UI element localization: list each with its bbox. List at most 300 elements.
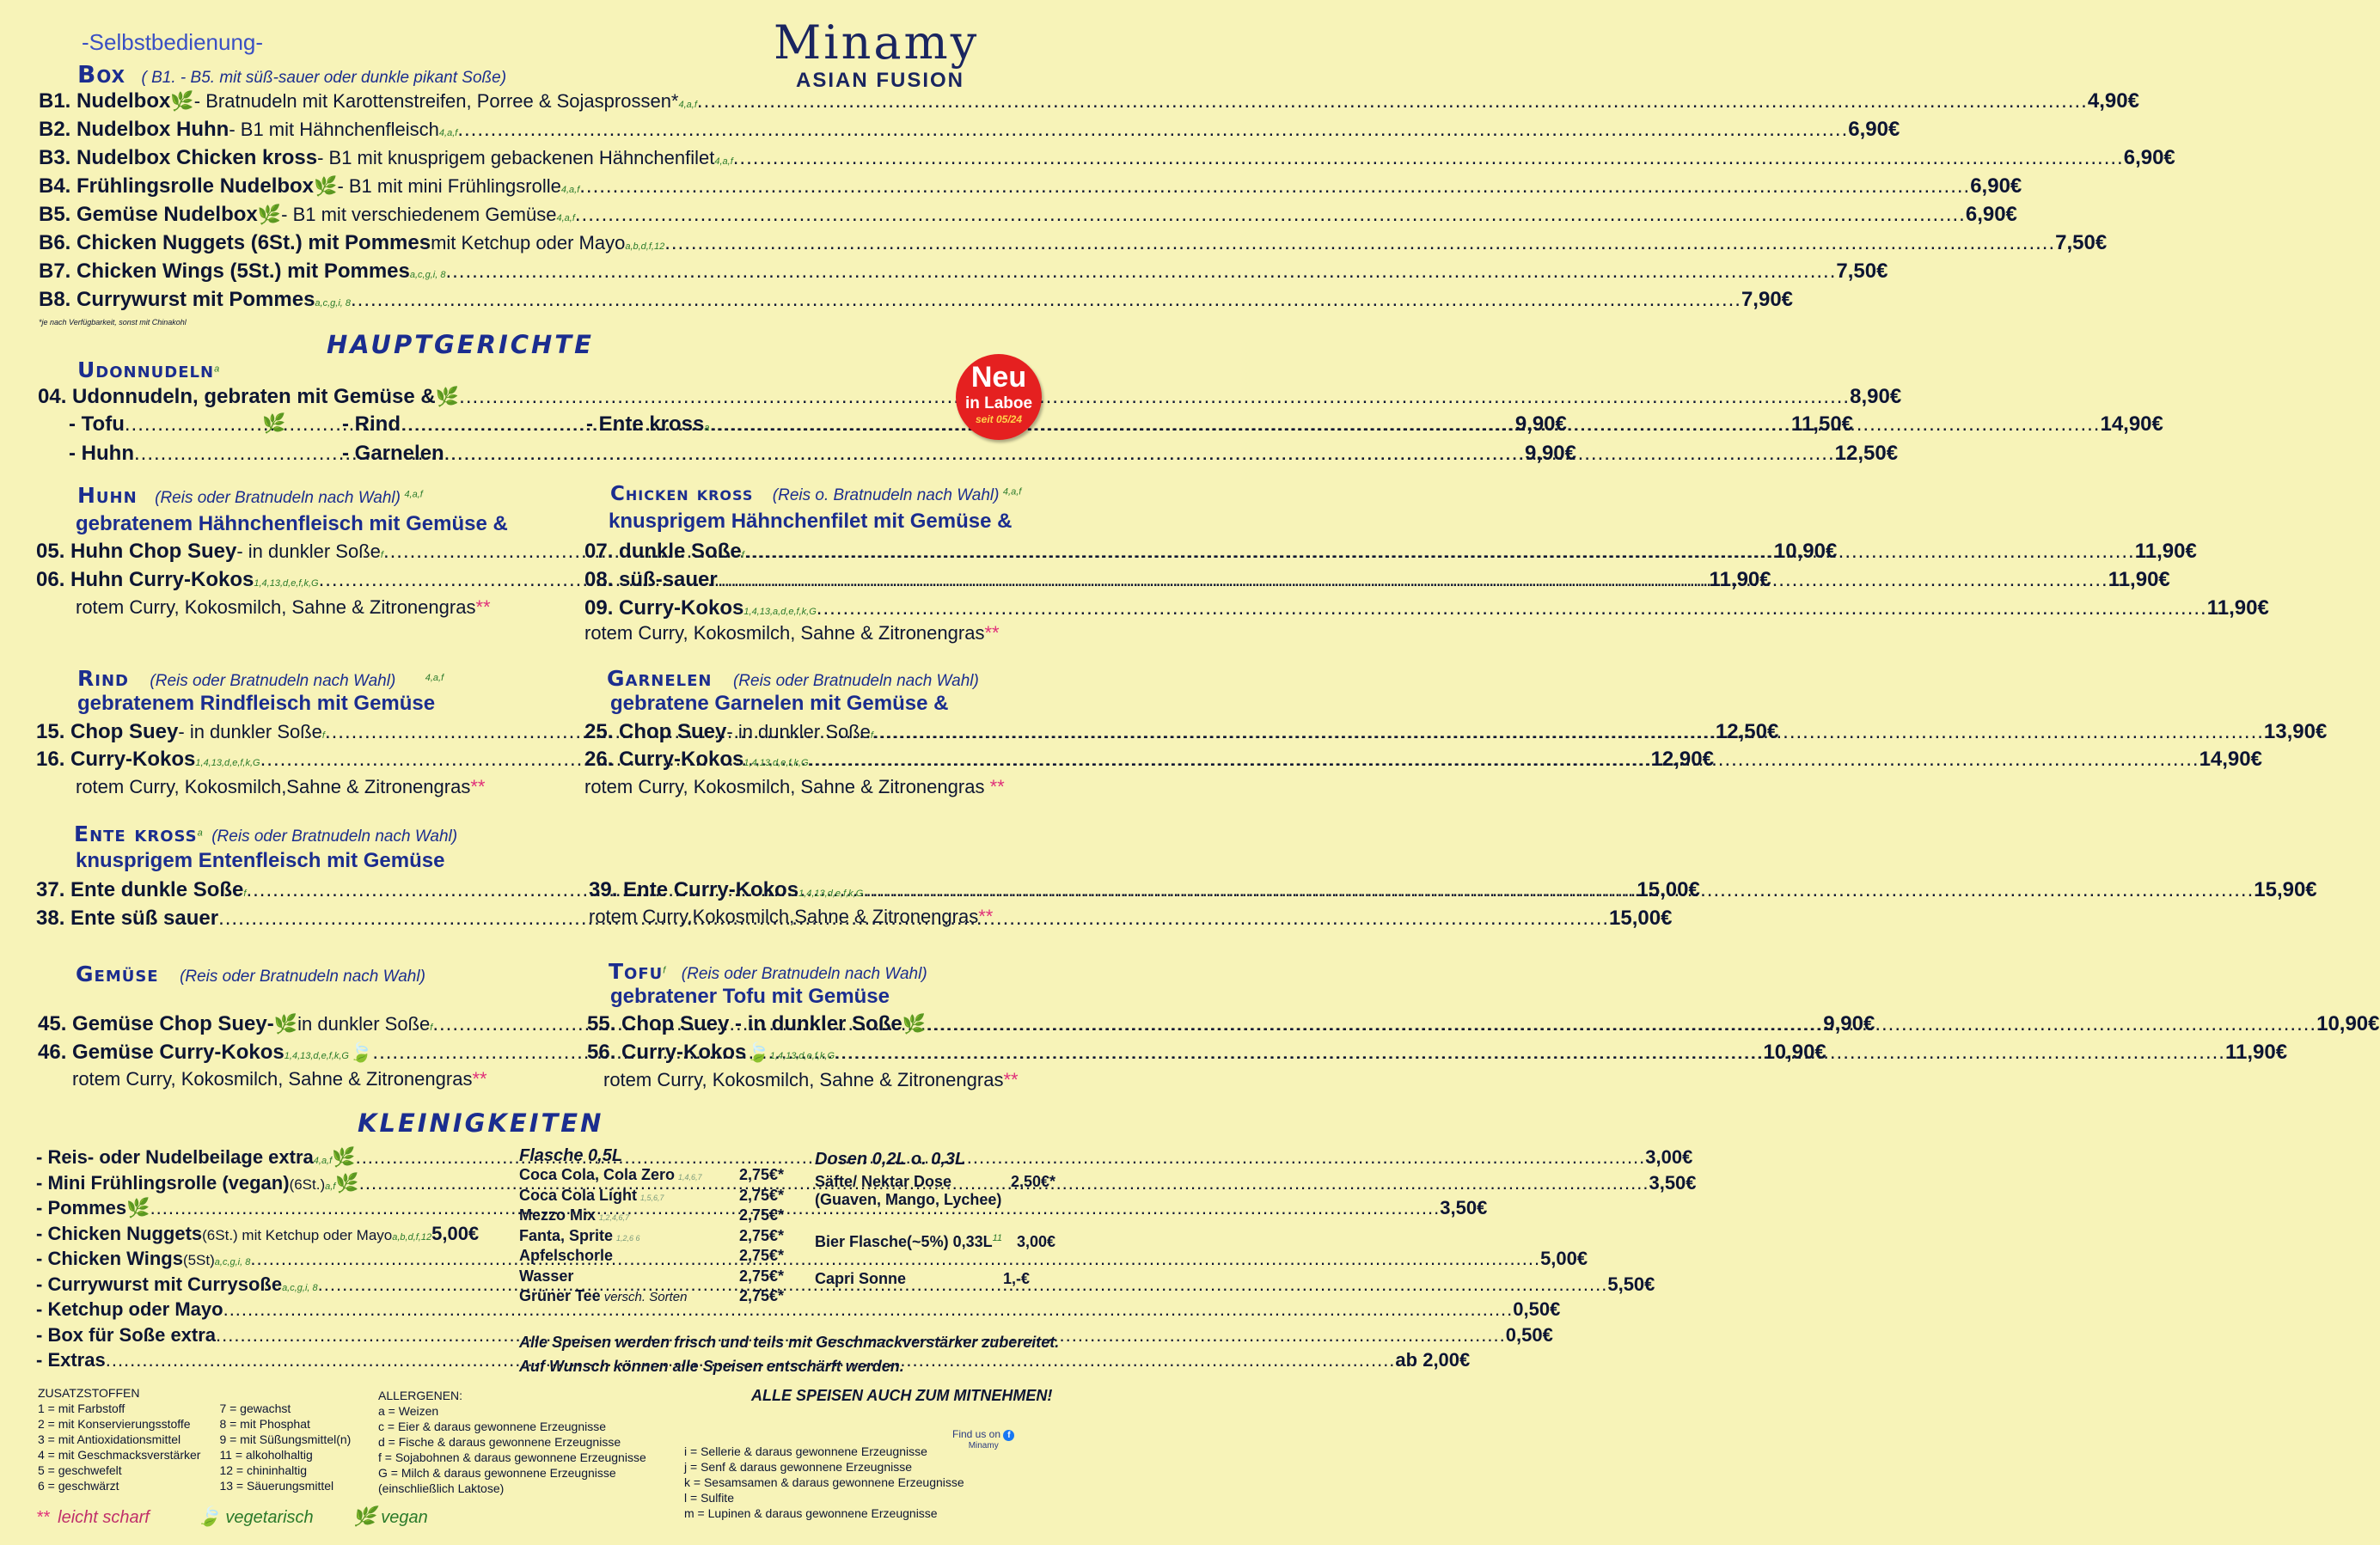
- drink-row: [519, 1287, 784, 1308]
- legend-line: 9 = mit Süßungsmittel(n): [219, 1432, 352, 1446]
- item-name: 55. Chop Suey - in dunkler Soße: [587, 1012, 902, 1035]
- allergen-code: f: [380, 550, 383, 560]
- item-price: 5,00€: [431, 1222, 480, 1244]
- item-price: 7,90€: [1741, 288, 1794, 311]
- chicken-header: [610, 483, 1021, 505]
- zusatz-col-2: [219, 1401, 351, 1493]
- item-name: - Chicken Wings: [36, 1248, 183, 1269]
- item-desc: - B1 mit Hähnchenfleisch: [229, 119, 439, 140]
- legend-line: 11 = alkoholhaltig: [219, 1448, 313, 1462]
- garnelen-header: [607, 666, 979, 691]
- huhn-curry-desc: [76, 596, 491, 619]
- leaf-icon: 🌿: [262, 412, 286, 434]
- chicken-subtitle: [609, 510, 1012, 534]
- item-price: 15,90€: [2254, 878, 2317, 901]
- item-name: 26. Curry-Kokos: [584, 748, 744, 771]
- box-item: [39, 203, 2017, 231]
- desc-text: rotem Curry, Kokosmilch, Sahne & Zitronengras: [584, 622, 985, 644]
- item-name: - Extras: [36, 1349, 106, 1371]
- leaf-icon: 🌿: [314, 175, 338, 197]
- allergen-code: a,f: [325, 1181, 336, 1192]
- item-name: - Currywurst mit Currysoße: [36, 1273, 283, 1295]
- tofu-header: [609, 959, 927, 984]
- zusatzstoffe-legend: [38, 1385, 351, 1493]
- item-name: B5. Gemüse Nudelbox: [39, 203, 258, 226]
- drink-note: (Guaven, Mango, Lychee): [815, 1191, 1002, 1208]
- item-extra: (5St): [182, 1252, 215, 1268]
- item-name: - Chicken Nuggets: [36, 1222, 203, 1244]
- box-item: [39, 118, 1900, 146]
- leader-dots: [741, 540, 2135, 564]
- leader-dots: [223, 1298, 1514, 1321]
- leaf-icon: 🌿: [902, 1013, 927, 1035]
- garnelen-subtitle: gebratene Garnelen mit Gemüse &: [610, 692, 949, 715]
- vegetarian-icon: 🍃: [197, 1505, 221, 1527]
- leader-dots: [710, 412, 2101, 437]
- drink-name: [519, 1227, 640, 1248]
- box-item: [39, 89, 2139, 118]
- rind-header: [77, 666, 444, 691]
- allergen-code: f: [430, 1023, 433, 1033]
- item-price: 12,50€: [1834, 442, 1899, 465]
- drink-row: [519, 1187, 784, 1207]
- legend-line: 13 = Säuerungsmittel: [219, 1479, 334, 1493]
- tofu-title: Tofu: [609, 959, 664, 984]
- box-footnote: *je nach Verfügbarkeit, sonst mit Chinakohl: [39, 318, 187, 327]
- item-name: 45. Gemüse Chop Suey-: [38, 1012, 274, 1035]
- spicy-marker: **: [1003, 1069, 1019, 1090]
- allergen-code: 4,a,f: [560, 185, 580, 195]
- drink-label: Wasser: [519, 1267, 574, 1285]
- leaf-icon: 🌿: [257, 204, 282, 225]
- legend-line: 3 = mit Antioxidationsmittel: [38, 1432, 181, 1446]
- item-price: 15,00€: [1637, 878, 1700, 901]
- item-name: 15. Chop Suey: [36, 720, 179, 743]
- allergen-code: a,c,g,i, 8: [409, 270, 446, 280]
- leader-dots: [926, 1012, 2316, 1036]
- allergen-code: 1,4,13,a,d,e,f,k,G: [743, 607, 817, 617]
- leader-dots: [664, 231, 2055, 255]
- item-extra: (6St.): [289, 1176, 326, 1193]
- drink-price: 2,75€*: [738, 1226, 784, 1244]
- item-name: - Tofu: [69, 412, 125, 436]
- flasche-title: Flasche 0,5L: [519, 1146, 623, 1165]
- legend-line: c = Eier & daraus gewonnene Erzeugnisse: [378, 1420, 606, 1433]
- drink-row: [815, 1270, 1055, 1288]
- item-name: 38. Ente süß sauer: [36, 907, 219, 930]
- takeaway-note: ALLE SPEISEN AUCH ZUM MITNEHMEN!: [751, 1387, 1053, 1404]
- allergen-code: 1,4,13,d,e,f,k,G: [743, 758, 809, 768]
- legend-line: 5 = geschwefelt: [38, 1463, 122, 1477]
- spicy-marker: **: [472, 1068, 487, 1090]
- leader-dots: [575, 203, 1966, 227]
- note-fresh: Alle Speisen werden frisch und teils mit Geschmackverstärker zubereitet.: [519, 1334, 1060, 1351]
- item-price: 5,00€: [1540, 1248, 1588, 1269]
- item-name: 37. Ente dunkle Soße: [36, 878, 244, 901]
- allergen-code: 1,5,6,7: [640, 1193, 664, 1202]
- desc-text: rotem Curry,Kokosmilch,Sahne & Zitronengras: [589, 906, 979, 927]
- allergen-code: 4,a,f: [438, 128, 458, 138]
- allergen-code: a: [197, 827, 203, 839]
- spicy-marker: **: [470, 776, 486, 797]
- ente-title: Ente kross: [74, 821, 198, 846]
- gemuese-curry-desc: [72, 1068, 487, 1090]
- drink-label: Fanta, Sprite: [519, 1226, 614, 1244]
- item-price: 10,90€: [1763, 1041, 1826, 1064]
- allergen-col-1: [378, 1403, 646, 1496]
- allergen-code: a,b,d,f,12: [625, 241, 665, 252]
- fb-name: Minamy: [968, 1441, 999, 1450]
- kleinigkeiten-title: KLEINIGKEITEN: [358, 1108, 604, 1138]
- drink-row: [815, 1173, 1055, 1191]
- leader-dots: [457, 118, 1848, 142]
- box-item: [39, 146, 2175, 174]
- item-name: 06. Huhn Curry-Kokos: [36, 568, 254, 591]
- vegan-icon: 🌿: [352, 1505, 376, 1527]
- box-list: [39, 89, 2175, 316]
- item-name: B2. Nudelbox Huhn: [39, 118, 229, 141]
- menu-item-09: [584, 596, 2269, 620]
- item-desc: in dunkler Soße: [297, 1013, 431, 1035]
- item-desc: mit Ketchup oder Mayo: [431, 232, 626, 253]
- drink-name: [519, 1166, 702, 1187]
- leaf-icon: 🍃: [349, 1041, 373, 1063]
- spicy-label: leicht scharf: [58, 1508, 150, 1527]
- legend-line: k = Sesamsamen & daraus gewonnene Erzeugnisse: [684, 1475, 964, 1489]
- item-price: 12,90€: [1650, 748, 1714, 771]
- zusatz-title: ZUSATZSTOFFEN: [38, 1386, 140, 1400]
- allergen-code: f: [321, 730, 325, 741]
- leaf-icon: 🌿: [332, 1146, 356, 1168]
- allergen-code: 1,2,4,6,7: [599, 1213, 630, 1222]
- drink-price: 2,75€*: [738, 1267, 784, 1285]
- item-price: 4,90€: [2087, 89, 2139, 113]
- legend-line: 8 = mit Phosphat: [219, 1417, 310, 1431]
- allergen-col-2: [684, 1444, 964, 1521]
- legend-line: (einschließlich Laktose): [378, 1481, 505, 1495]
- allergen-code: 1,4,6,7: [678, 1173, 702, 1182]
- subtitle-text: knusprigem Hähnchenfilet mit Gemüse &: [609, 510, 1013, 533]
- legend-line: a = Weizen: [378, 1404, 439, 1418]
- item-price: 11,90€: [2224, 1041, 2288, 1064]
- ente-header: [74, 821, 457, 846]
- allergen-code: 1,4,13,d,e,f,k,G: [798, 889, 864, 899]
- allergen-code: a: [704, 423, 710, 433]
- rind-subtitle: gebratenem Rindfleisch mit Gemüse: [77, 692, 436, 715]
- item-price: 9,90€: [1514, 412, 1567, 436]
- item-desc: - B1 mit verschiedenem Gemüse: [281, 204, 557, 225]
- item-price: 7,50€: [2055, 231, 2108, 254]
- allergen-code: 1,4,13,d,e,f,k,G: [284, 1051, 349, 1061]
- box-section-header: [77, 60, 506, 89]
- drink-row: [519, 1247, 784, 1267]
- item-price: 10,90€: [1773, 540, 1838, 563]
- logo: Minamy: [774, 15, 980, 70]
- item-name: 08. süß-sauer: [584, 568, 718, 591]
- tofu-note: (Reis oder Bratnudeln nach Wahl): [681, 965, 927, 983]
- chicken-note: (Reis o. Bratnudeln nach Wahl): [772, 486, 1000, 504]
- item-price: 3,00€: [1645, 1146, 1693, 1168]
- rind-curry-desc: [76, 776, 485, 798]
- allergen-legend: [378, 1388, 646, 1496]
- udon-title: Udonnudeln: [77, 357, 215, 382]
- item-extra: (6St.) mit Ketchup oder Mayo: [202, 1226, 393, 1243]
- drink-price: 2,75€*: [738, 1206, 784, 1224]
- leader-dots: [351, 288, 1741, 312]
- spicy-marker: **: [36, 1508, 50, 1527]
- drink-label: Apfelschorle: [519, 1247, 614, 1264]
- item-desc: - in dunkler Soße: [178, 721, 322, 742]
- allergen-code: 1,2,6 6: [616, 1233, 640, 1243]
- allergen-code: versch. Sorten: [603, 1290, 688, 1304]
- leader-dots: [445, 260, 1836, 284]
- drink-row: [519, 1227, 784, 1248]
- item-price: 3,50€: [1440, 1197, 1488, 1218]
- allergen-code: f: [741, 550, 744, 560]
- garnelen-title: Garnelen: [607, 666, 713, 691]
- allergen-code: 4,a,f: [678, 100, 697, 110]
- legend-line: 2 = mit Konservierungsstoffe: [38, 1417, 191, 1431]
- rind-title: Rind: [77, 666, 129, 691]
- box-item: [39, 260, 1888, 288]
- legend-line: 4 = mit Geschmacksverstärker: [38, 1448, 201, 1462]
- drink-price: 2,75€*: [738, 1247, 784, 1264]
- drink-name: [519, 1187, 664, 1207]
- spicy-marker: **: [989, 776, 1005, 797]
- chicken-curry-desc: [584, 622, 1000, 644]
- allergen-code: a,c,g,i, 8: [282, 1282, 318, 1293]
- ente-subtitle: knusprigem Entenfleisch mit Gemüse: [76, 849, 445, 872]
- leaf-icon: 🌿: [170, 90, 194, 112]
- item-name: 07. dunkle Soße: [584, 540, 742, 563]
- drink-name: [519, 1247, 613, 1267]
- desc-text: rotem Curry, Kokosmilch, Sahne & Zitronengras: [76, 596, 476, 618]
- allergen-code: 11: [992, 1233, 1003, 1243]
- huhn-note: (Reis oder Bratnudeln nach Wahl): [155, 489, 401, 507]
- allergen-code: 1,4,13,d,e,f,k,G: [195, 758, 260, 768]
- allergen-code: 4,a,f: [425, 672, 444, 683]
- box-item: [39, 174, 2022, 203]
- gemuese-title: Gemüse: [76, 962, 159, 986]
- legend-line: l = Sulfite: [684, 1491, 734, 1505]
- ente-curry-desc: [589, 906, 993, 928]
- desc-text: rotem Curry, Kokosmilch, Sahne & Zitronengras: [72, 1068, 473, 1090]
- item-price: 14,90€: [2199, 748, 2262, 771]
- badge-since: seit 05/24: [975, 413, 1023, 425]
- allergen-code: a,c,g,i, 8: [315, 298, 351, 308]
- tofu-subtitle: gebratener Tofu mit Gemüse: [610, 985, 890, 1008]
- allergen-code: f: [663, 965, 666, 976]
- leader-dots: [817, 596, 2207, 620]
- item-name: 16. Curry-Kokos: [36, 748, 196, 771]
- item-price: 6,90€: [1965, 203, 2017, 226]
- drink-row: [519, 1267, 784, 1288]
- zusatz-col-1: [38, 1401, 200, 1493]
- legend-line: 7 = gewachst: [219, 1401, 291, 1415]
- box-item: [39, 231, 2108, 260]
- item-price: 11,90€: [2108, 568, 2170, 591]
- badge-location: in Laboe: [964, 394, 1033, 412]
- drink-row: [815, 1233, 1055, 1251]
- drink-row: [519, 1206, 784, 1227]
- item-desc: - B1 mit knusprigem gebackenen Hähnchenfilet: [317, 147, 715, 168]
- item-name: - Huhn: [69, 442, 134, 465]
- item-name: 25. Chop Suey: [584, 720, 727, 743]
- drink-price: 1,-€: [1002, 1270, 1030, 1287]
- drink-price: 2,75€*: [738, 1287, 784, 1304]
- box-title: Box: [77, 60, 126, 89]
- item-name: - Garnelen: [342, 442, 444, 465]
- legend-line: f = Sojabohnen & daraus gewonnene Erzeugnisse: [378, 1450, 646, 1464]
- allergen-code: a,b,d,f,12: [392, 1231, 432, 1243]
- leader-dots: [459, 385, 1850, 409]
- huhn-header: [77, 483, 423, 508]
- item-price: 11,90€: [2134, 540, 2197, 563]
- drink-label: Grüner Tee: [519, 1287, 601, 1304]
- leader-dots: [863, 878, 2254, 902]
- self-service-label: -Selbstbedienung-: [82, 29, 264, 55]
- legend-footer: [36, 1505, 428, 1528]
- item-name: B8. Currywurst mit Pommes: [39, 288, 315, 311]
- legend-line: d = Fische & daraus gewonnene Erzeugnisse: [378, 1435, 621, 1449]
- facebook-icon: f: [1003, 1430, 1014, 1441]
- drink-price: 2,75€*: [738, 1186, 784, 1204]
- drink-price: 2,50€*: [1010, 1173, 1055, 1190]
- legend-line: 1 = mit Farbstoff: [38, 1401, 125, 1415]
- garnelen-note: (Reis oder Bratnudeln nach Wahl): [732, 672, 979, 690]
- leaf-icon: 🌿: [126, 1197, 150, 1218]
- allergen-code: 4,a,f: [556, 213, 575, 223]
- drink-label: Bier Flasche(~5%) 0,33L: [815, 1233, 993, 1250]
- leaf-icon: 🌿: [335, 1171, 359, 1194]
- gemuese-note: (Reis oder Bratnudeln nach Wahl): [180, 968, 425, 986]
- item-desc: - in dunkler Soße: [726, 721, 871, 742]
- item-price: 3,50€: [1649, 1171, 1697, 1194]
- item-name: - Reis- oder Nudelbeilage extra: [36, 1146, 314, 1168]
- vegan-label: vegan: [381, 1508, 428, 1527]
- leader-dots: [809, 748, 2200, 772]
- huhn-title: Huhn: [77, 483, 138, 508]
- desc-text: rotem Curry, Kokosmilch, Sahne & Zitronengras: [584, 776, 985, 797]
- item-name: - Pommes: [36, 1197, 127, 1218]
- allergen-title: ALLERGENEN:: [378, 1389, 463, 1402]
- tofu-curry-desc: [603, 1069, 1019, 1091]
- note-mild: Auf Wunsch können alle Speisen entschärft werden.: [519, 1358, 904, 1375]
- spicy-marker: **: [984, 622, 1000, 644]
- desc-text: rotem Curry, Kokosmilch,Sahne & Zitronengras: [76, 776, 471, 797]
- leaf-icon: 🌿: [435, 386, 460, 407]
- allergen-code: 1,4,13,d,e,f,k,G: [254, 578, 319, 589]
- ente-note: (Reis oder Bratnudeln nach Wahl): [211, 827, 458, 846]
- leader-dots: [444, 442, 1835, 466]
- item-name: B6. Chicken Nuggets (6St.) mit Pommes: [39, 231, 431, 254]
- drink-price: 3,00€: [1016, 1233, 1055, 1250]
- dosen-section: [815, 1150, 1055, 1288]
- leaf-icon: 🍃: [746, 1041, 770, 1063]
- item-name: 39. Ente Curry-Kokos: [589, 878, 799, 901]
- drink-label: Mezzo Mix: [519, 1206, 597, 1224]
- legend-line: m = Lupinen & daraus gewonnene Erzeugnisse: [684, 1506, 938, 1520]
- leaf-icon: 🌿: [273, 1013, 298, 1035]
- drink-name: [519, 1267, 573, 1288]
- vegetarian-label: vegetarisch: [225, 1508, 314, 1527]
- item-name: 46. Gemüse Curry-Kokos: [38, 1041, 284, 1064]
- item-desc: - in dunkler Soße: [236, 540, 381, 562]
- item-name: - Box für Soße extra: [36, 1323, 217, 1346]
- dosen-title: Dosen 0,2L o. 0,3L: [815, 1150, 966, 1169]
- leader-dots: [150, 1197, 1441, 1219]
- snack-item: [36, 1298, 1561, 1324]
- box-note: ( B1. - B5. mit süß-sauer oder dunkle pikant Soße): [141, 69, 507, 87]
- rind-note: (Reis oder Bratnudeln nach Wahl): [150, 672, 396, 690]
- item-name: B7. Chicken Wings (5St.) mit Pommes: [39, 260, 410, 283]
- legend-line: 6 = geschwärzt: [38, 1479, 119, 1493]
- item-name: 04. Udonnudeln, gebraten mit Gemüse &: [38, 385, 436, 408]
- drink-label: Coca Cola Light: [519, 1186, 638, 1204]
- drink-name: Capri Sonne: [815, 1270, 907, 1287]
- chicken-title: Chicken kross: [610, 483, 754, 505]
- allergen-code: 4,a,f: [404, 489, 423, 500]
- item-price: 9,90€: [1524, 442, 1576, 465]
- leader-dots: [697, 89, 2088, 113]
- item-price: 6,90€: [1848, 118, 1900, 141]
- item-price: 12,50€: [1715, 720, 1779, 743]
- allergen-code: a,c,g,i, 8: [214, 1257, 251, 1267]
- logo-subtitle: ASIAN FUSION: [796, 69, 965, 92]
- item-price: 0,50€: [1513, 1298, 1561, 1320]
- huhn-subtitle: gebratenem Hähnchenfleisch mit Gemüse &: [76, 512, 508, 535]
- item-price: 11,90€: [2206, 596, 2269, 620]
- drink-name: Säfte/ Nektar Dose: [815, 1173, 952, 1190]
- gemuese-header: [76, 962, 425, 986]
- item-name: 09. Curry-Kokos: [584, 596, 744, 620]
- new-badge: [956, 354, 1042, 440]
- item-price: 9,90€: [1823, 1012, 1875, 1035]
- item-name: - Rind: [342, 412, 401, 436]
- udon-header: [77, 357, 219, 382]
- drink-row: [519, 1166, 784, 1187]
- allergen-code: 4,a,f: [1002, 486, 1022, 498]
- item-price: 8,90€: [1850, 385, 1902, 408]
- item-name: B1. Nudelbox: [39, 89, 171, 113]
- allergen-code: f: [243, 889, 247, 899]
- item-price: 7,50€: [1836, 260, 1888, 283]
- item-name: - Ente kross: [586, 412, 705, 436]
- item-price: ab 2,00€: [1395, 1349, 1471, 1371]
- leader-dots: [733, 146, 2124, 170]
- legend-line: 12 = chininhaltig: [219, 1463, 308, 1477]
- item-price: 5,50€: [1607, 1273, 1655, 1295]
- flasche-section: [519, 1146, 784, 1308]
- hauptgerichte-title: HAUPTGERICHTE: [327, 330, 594, 359]
- flasche-list: [519, 1166, 784, 1308]
- box-item: [39, 288, 1794, 316]
- allergen-code: f: [870, 730, 873, 741]
- item-name: B4. Frühlingsrolle Nudelbox: [39, 174, 315, 198]
- kitchen-notes: [519, 1330, 1059, 1378]
- item-price: 10,90€: [2316, 1012, 2380, 1035]
- facebook-link[interactable]: [952, 1428, 1014, 1450]
- allergen-code: 4,a,f: [714, 156, 733, 167]
- item-name: 56. Curry-Kokos: [587, 1041, 747, 1064]
- badge-title: Neu: [970, 361, 1027, 394]
- item-name: B3. Nudelbox Chicken kross: [39, 146, 318, 169]
- drink-label: Coca Cola, Cola Zero: [519, 1166, 676, 1183]
- item-price: 11,90€: [1709, 568, 1771, 591]
- garnelen-curry-desc: [584, 776, 1005, 798]
- item-name: 05. Huhn Chop Suey: [36, 540, 237, 563]
- legend-line: G = Milch & daraus gewonnene Erzeugnisse: [378, 1466, 616, 1480]
